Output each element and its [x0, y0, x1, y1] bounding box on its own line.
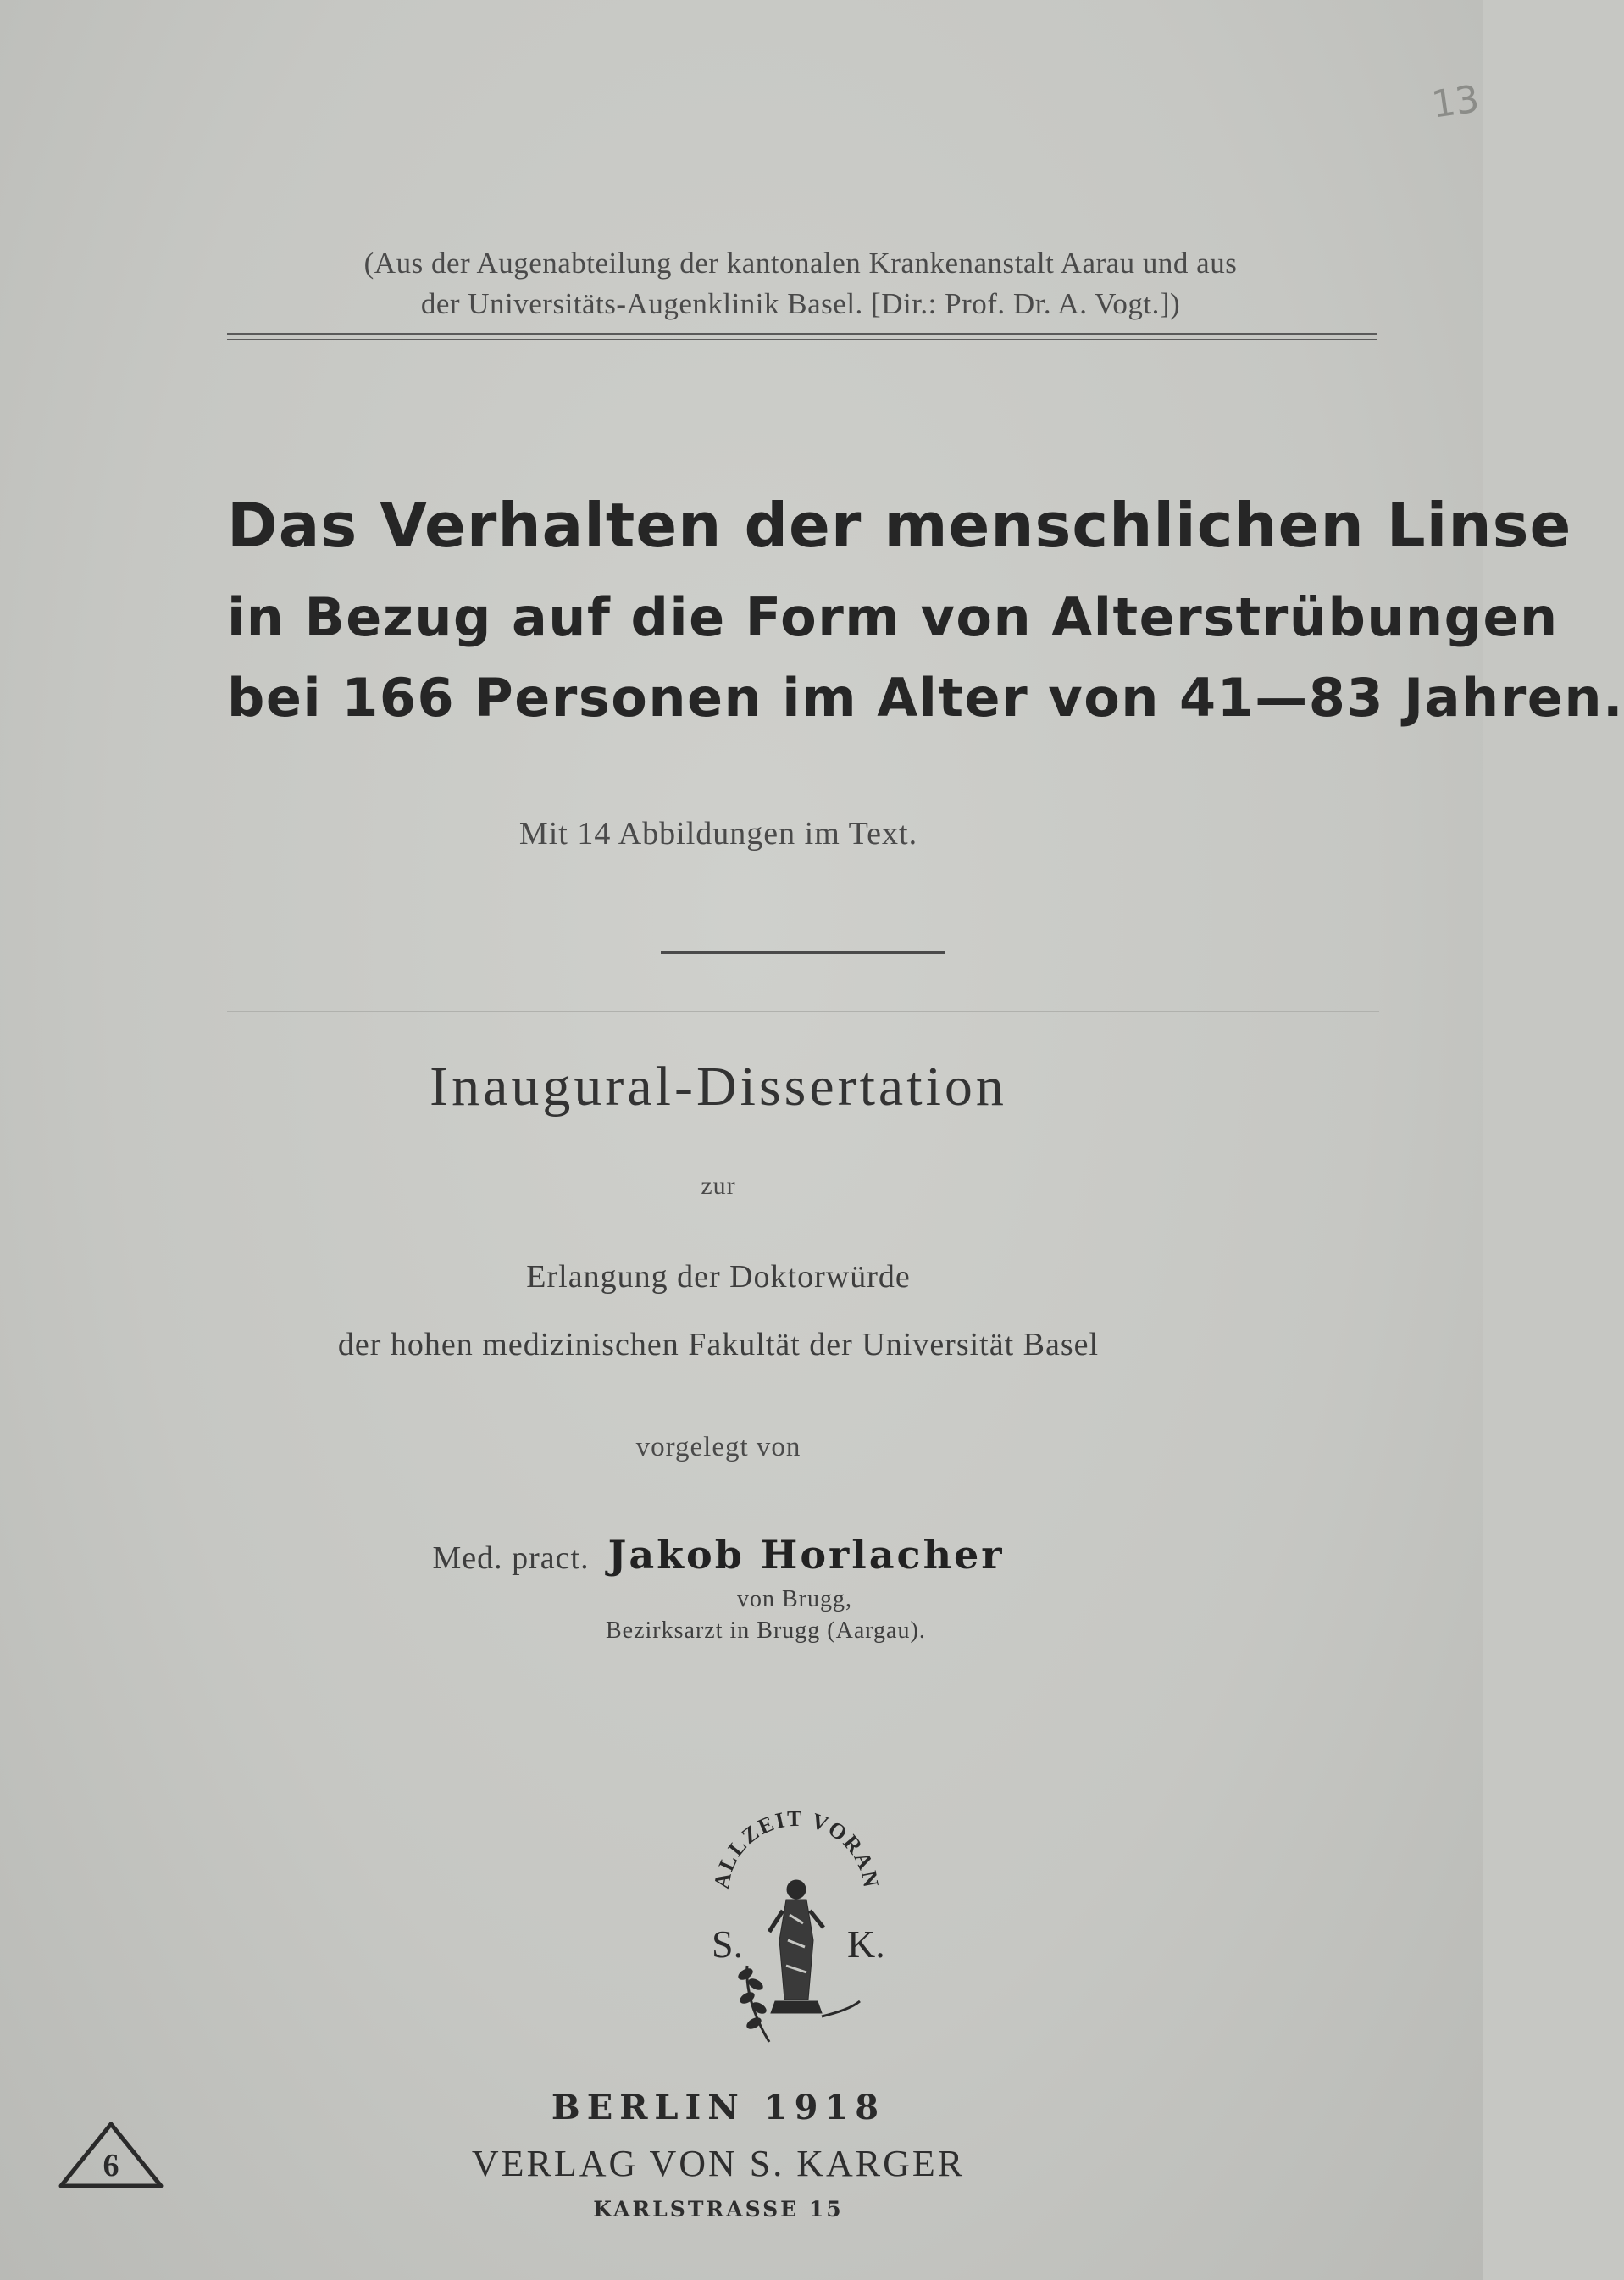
divider-faint: [227, 1011, 1379, 1012]
divider-short: [661, 951, 945, 954]
title-line-3: bei 166 Personen im Alter von 41—83 Jahren.: [227, 667, 1624, 729]
library-stamp-icon: [56, 2120, 166, 2193]
title-line-1: Das Verhalten der menschlichen Linse: [227, 490, 1572, 561]
dissertation-zur: zur: [701, 1172, 736, 1200]
author-position: Bezirksarzt in Brugg (Aargau).: [606, 1617, 926, 1644]
publisher-letter-right: K.: [847, 1922, 885, 1966]
imprint-city-year: BERLIN 1918: [551, 2088, 886, 2127]
publisher-device: [695, 1805, 898, 2050]
institution-line-2: der Universitäts-Augenklinik Basel. [Dir.: Prof. Dr. A. Vogt.]): [420, 287, 1181, 320]
figure-icon: [769, 1880, 823, 2013]
imprint-street: KARLSTRASSE 15: [593, 2197, 844, 2222]
header-rule-bottom: [227, 339, 1377, 340]
publisher-motto: ALLZEIT VORAN: [708, 1806, 884, 1891]
author-origin: von Brugg,: [737, 1586, 852, 1612]
header-rule-top: [227, 333, 1377, 335]
publisher-letter-left: S.: [712, 1922, 744, 1966]
author-line: [0, 1532, 1483, 1578]
imprint-publisher: VERLAG VON S. KARGER: [471, 2143, 966, 2184]
title-line-2: in Bezug auf die Form von Alterstrübungen: [227, 586, 1559, 648]
author-name: Jakob Horlacher: [607, 1532, 1005, 1578]
library-stamp-digit: 6: [103, 2148, 119, 2183]
subtitle: Mit 14 Abbildungen im Text.: [518, 816, 918, 852]
institution-line-1: (Aus der Augenabteilung der kantonalen Krankenanstalt Aarau und aus: [363, 247, 1238, 280]
pencil-annotation: 13: [1428, 77, 1483, 127]
dissertation-heading: Inaugural-Dissertation: [430, 1056, 1007, 1118]
dissertation-line-1: Erlangung der Doktorwürde: [526, 1259, 911, 1295]
author-prefix: Med. pract.: [432, 1540, 590, 1576]
presented-by: vorgelegt von: [635, 1432, 801, 1462]
dissertation-line-2: der hohen medizinischen Fakultät der Universität Basel: [337, 1327, 1100, 1362]
